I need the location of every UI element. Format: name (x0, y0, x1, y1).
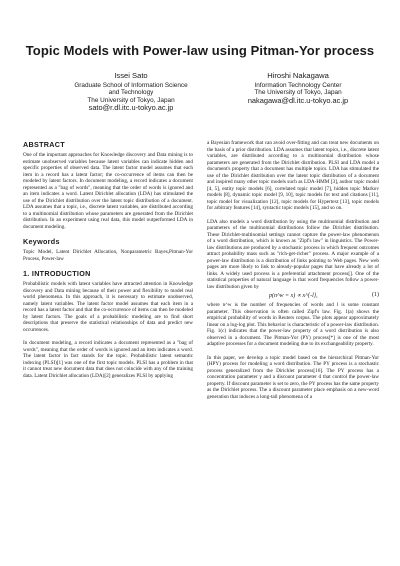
author-affiliation: The University of Tokyo, Japan (87, 96, 175, 104)
intro-paragraph-1: Probabilistic models with latent variables have attracted attention in Knowledge discovery and Data mining because of their power and flexibility to model real world phenomena. In this approach, it is necessary to estimate unobserved, namely latent variables. The latent factor model assumes that each item in a record has a latent factor and that the co-occurrence of items can then be modeled by latent factors. The goals of a probabilistic modeling are to find short descriptions that preserve the statistical relationships of data and predict new occurrences. (23, 281, 193, 333)
right-paragraph-2: LDA also models a word distribution by using the multinomial distribution and parameters of the multinomial distributions follow the Dirichlet distribution. These Dirichlet-multinomial settings cannot capture the power-law phenomenon of a word distribution, which is known as "Zipf's law" in linguistics. The Power-law distributions are produced by a stochastic process in which frequent outcomes attract probability mass such as "rich-get-richer" process. A major example of a power-law distribution is a distribution of links pointing to Web pages. New web pages are more likely to link to already-popular pages that have already a lot of links. A widely used process is a preferential attachment process[]. One of the statistical properties of natural language is that word frequencies follow a power-law distribution given by (207, 218, 379, 290)
author-affiliation: Graduate School of Information Science (74, 81, 188, 89)
author-affiliation: Information Technology Center (254, 81, 342, 89)
author-affiliation: and Technology (108, 89, 154, 97)
introduction-heading: 1. INTRODUCTION (23, 269, 91, 278)
equation-text: p(n^w = x) ∝ x^{-l}, (269, 293, 318, 299)
right-column (207, 140, 379, 400)
author-affiliation: The University of Tokyo, Japan (254, 89, 342, 97)
author-name: Issei Sato (114, 71, 148, 80)
author-name: Hiroshi Nakagawa (267, 71, 329, 80)
author-email: nakagawa@dl.itc.u-tokyo.ac.jp (247, 95, 349, 105)
right-paragraph-1: a Bayesian framework that can avoid over-fitting and can treat new documents on the basis of a prior distribution. LDA assumes that latent topics, i.e., discrete latent variables, are distributed according to a multinomial distribution whose parameters are generated from the Dirichlet distribution. PLSI and LDA model a document's property that a document has multiple topics. LDA has stimulated the use of the Dirichlet distribution over the latent topic distribution of a document and inspired many other topic models such as LDA-HMM [3], author topic model [4, 5], entity topic models [6], correlated topic model [7], hidden topic Markov models [8], dynamic topic model [9, 10], topic models for text and citations [11], topic model for visualization [12], topic models for Hypertext [13], topic models for arbitrary features [14], syntactic topic models [15], and so on. (207, 140, 379, 211)
author-email: sato@r.dl.itc.u-tokyo.ac.jp (88, 103, 174, 113)
equation-1 (207, 290, 379, 302)
abstract-text: One of the important approaches for Knowledge discovery and Data mining is to estimate unobserved variables because latent variables can indicate hidden and specific properties of observed data. The latent factor model assumes that each item in a record has a latent factor; the co-occurrence of items can then be modeled by latent factors. In document modeling, a record indicates a document represented as a "bag of words", meaning that the order of words is ignored and an item indicates a word. Latent Dirichlet allocation (LDA) has stimulated the use of the Dirichlet distribution over the latent topic distribution of a document. LDA assumes that a topic, i.e., discrete latent variables, are distributed according to a multinomial distribution whose parameters are generated from the Dirichlet distribution. In an experiment using real data, this model outperformed LDA in document modeling. (23, 152, 193, 230)
keywords-text: Topic Model, Latent Dirichlet Allocation, Nonparametric Bayes,Pitman-Yor Process, Power-law (23, 249, 193, 262)
keywords-heading: Keywords (23, 237, 60, 246)
author-block-nakagawa (223, 72, 373, 104)
paper-title: Topic Models with Power-law using Pitman-Yor process (25, 43, 375, 58)
left-column (23, 140, 193, 379)
author-block-sato (56, 72, 206, 112)
right-paragraph-4: In this paper, we develop a topic model based on the hierarchical Pitman-Yor (HPY) process for modeling a word distribution. The PY process is a stochastic process generalized from the Dirichlet process[16]. The PY process has a concentration parameter γ and a discount parameter d that control the power-law property. If discount parameter is set to zero, the PY process has the same property as the Dirichlet process. The a discount parameter place emphasis on a new-word generation that induces a long-tail phenomena of a (207, 354, 379, 400)
right-paragraph-3: where n^w is the number of frequencies of words and l is some constant parameter. This observation is often called Zipf's law. Fig. 1(a) shows the empirical probability of words in Reuters corpus. The plots appear approximately linear on a log-log plot. This behavior is characteristic of a power-law distribution. Fig. 1(c) indicates that the power-law property of a word distribution is also observed in a document. The Pitman-Yor (PY) process[*] is one of the most adaptive processes for a document modeling due to its exchangeability property. (207, 302, 379, 347)
equation-number: (1) (372, 292, 379, 298)
intro-paragraph-2: In document modeling, a record indicates a document represented as a "bag of words", meaning that the order of words is ignored and an item indicates a word. The latent factor in fact stands for the topic. Probabilistic latent semantic indexing (PLSI)[1] was one of the first topic models. PLSI has a problem in that it cannot treat new document data that does not coincide with any of the training data. Latent Dirichlet allocation (LDA)[2] generalizes PLSI by applying (23, 340, 193, 379)
abstract-heading: ABSTRACT (23, 140, 65, 149)
